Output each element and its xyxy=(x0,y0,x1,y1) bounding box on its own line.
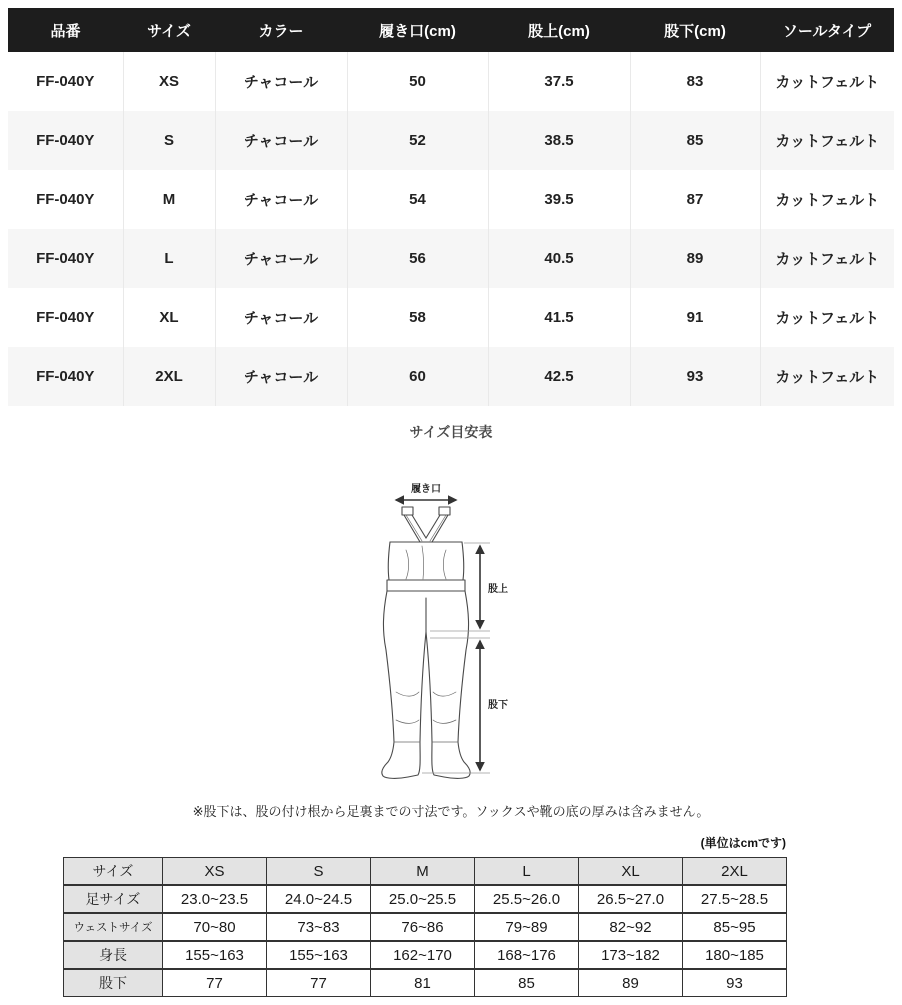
spec-table-row xyxy=(8,347,894,406)
spec-table-cell: 93 xyxy=(630,347,760,406)
size-guide-cell: 168~176 xyxy=(475,941,579,969)
size-guide-cell: 82~92 xyxy=(579,913,683,941)
spec-table-cell: 37.5 xyxy=(488,52,630,111)
spec-table-row xyxy=(8,170,894,229)
size-guide-cell: XS xyxy=(163,858,267,886)
size-guide-cell: 25.0~25.5 xyxy=(371,885,475,913)
spec-table-cell: チャコール xyxy=(215,52,347,111)
size-guide-cell: 27.5~28.5 xyxy=(683,885,787,913)
size-guide-cell: 股下 xyxy=(64,969,163,997)
size-guide-cell: 89 xyxy=(579,969,683,997)
size-guide-caption: サイズ目安表 xyxy=(409,424,493,440)
spec-table-cell: 50 xyxy=(347,52,488,111)
spec-header-cell: 品番 xyxy=(8,8,123,52)
size-guide-cell: 77 xyxy=(267,969,371,997)
size-guide-cell: 23.0~23.5 xyxy=(163,885,267,913)
wader-legs xyxy=(382,591,470,778)
spec-table-cell: チャコール xyxy=(215,229,347,288)
size-guide-cell: 70~80 xyxy=(163,913,267,941)
spec-table-cell: 39.5 xyxy=(488,170,630,229)
spec-header-row xyxy=(8,8,894,52)
spec-table-cell: 52 xyxy=(347,111,488,170)
wader-diagram xyxy=(8,480,894,795)
spec-table-cell: XS xyxy=(123,52,215,111)
unit-note: (単位はcmです) xyxy=(700,836,786,850)
spec-table-row xyxy=(8,288,894,347)
spec-table-cell: 38.5 xyxy=(488,111,630,170)
spec-table-row xyxy=(8,52,894,111)
size-guide-cell: 25.5~26.0 xyxy=(475,885,579,913)
wader-body xyxy=(387,542,465,591)
spec-table-cell: XL xyxy=(123,288,215,347)
spec-table-cell: 91 xyxy=(630,288,760,347)
spec-table-cell: FF-040Y xyxy=(8,347,123,406)
spec-table-row xyxy=(8,111,894,170)
spec-table-cell: 54 xyxy=(347,170,488,229)
inseam-note: ※股下は、股の付け根から足裏までの寸法です。ソックスや靴の底の厚みは含みません。 xyxy=(192,804,710,819)
size-guide-cell: 173~182 xyxy=(579,941,683,969)
size-guide-cell: 77 xyxy=(163,969,267,997)
spec-table-cell: FF-040Y xyxy=(8,170,123,229)
size-guide-table xyxy=(63,857,787,997)
suspenders xyxy=(402,507,450,542)
size-guide-cell: 155~163 xyxy=(163,941,267,969)
size-guide-cell: 81 xyxy=(371,969,475,997)
spec-table-cell: M xyxy=(123,170,215,229)
spec-header-cell: 股下(cm) xyxy=(630,8,760,52)
size-guide-cell: 162~170 xyxy=(371,941,475,969)
spec-table-cell: カットフェルト xyxy=(760,288,894,347)
size-guide-cell: 79~89 xyxy=(475,913,579,941)
spec-table-cell: 60 xyxy=(347,347,488,406)
spec-table-cell: 58 xyxy=(347,288,488,347)
spec-table-cell: 85 xyxy=(630,111,760,170)
spec-table-cell: 89 xyxy=(630,229,760,288)
spec-table xyxy=(8,8,894,406)
size-guide-cell: 2XL xyxy=(683,858,787,886)
spec-table-cell: カットフェルト xyxy=(760,52,894,111)
spec-table-cell: チャコール xyxy=(215,288,347,347)
size-guide-cell: M xyxy=(371,858,475,886)
spec-header-cell: 股上(cm) xyxy=(488,8,630,52)
spec-table-cell: S xyxy=(123,111,215,170)
spec-table-cell: 41.5 xyxy=(488,288,630,347)
spec-header-cell: ソールタイプ xyxy=(760,8,894,52)
size-guide-cell: 24.0~24.5 xyxy=(267,885,371,913)
spec-table-cell: カットフェルト xyxy=(760,111,894,170)
spec-header-cell: サイズ xyxy=(123,8,215,52)
size-guide-row xyxy=(64,941,787,969)
size-guide-cell: サイズ xyxy=(64,858,163,886)
inseam-label: 股下 xyxy=(488,700,508,711)
size-guide-cell: 73~83 xyxy=(267,913,371,941)
size-guide-row xyxy=(64,969,787,997)
spec-table-cell: 83 xyxy=(630,52,760,111)
spec-table-cell: 40.5 xyxy=(488,229,630,288)
spec-table-cell: カットフェルト xyxy=(760,229,894,288)
size-guide-row xyxy=(64,913,787,941)
size-guide-row xyxy=(64,885,787,913)
spec-header-cell: カラー xyxy=(215,8,347,52)
size-guide-body xyxy=(64,858,787,997)
opening-label: 履き口 xyxy=(411,484,441,495)
spec-table-cell: 42.5 xyxy=(488,347,630,406)
spec-table-cell: 87 xyxy=(630,170,760,229)
spec-table-cell: FF-040Y xyxy=(8,288,123,347)
size-guide-cell: 足サイズ xyxy=(64,885,163,913)
size-guide-cell: 76~86 xyxy=(371,913,475,941)
spec-table-cell: FF-040Y xyxy=(8,52,123,111)
spec-table-cell: チャコール xyxy=(215,347,347,406)
spec-table-cell: 56 xyxy=(347,229,488,288)
size-guide-cell: 85~95 xyxy=(683,913,787,941)
size-guide-cell: 26.5~27.0 xyxy=(579,885,683,913)
spec-table-cell: チャコール xyxy=(215,111,347,170)
size-guide-area xyxy=(63,834,786,997)
size-guide-cell: 180~185 xyxy=(683,941,787,969)
spec-table-cell: FF-040Y xyxy=(8,229,123,288)
spec-table-body xyxy=(8,52,894,406)
size-guide-cell: S xyxy=(267,858,371,886)
spec-table-cell: カットフェルト xyxy=(760,347,894,406)
spec-table-cell: カットフェルト xyxy=(760,170,894,229)
size-guide-row xyxy=(64,858,787,886)
size-guide-cell: 85 xyxy=(475,969,579,997)
spec-table-cell: FF-040Y xyxy=(8,111,123,170)
size-guide-cell: XL xyxy=(579,858,683,886)
rise-label: 股上 xyxy=(488,584,508,595)
spec-header-cell: 履き口(cm) xyxy=(347,8,488,52)
size-guide-cell: 身長 xyxy=(64,941,163,969)
spec-table-cell: チャコール xyxy=(215,170,347,229)
size-guide-cell: 93 xyxy=(683,969,787,997)
size-guide-cell: ウェストサイズ xyxy=(64,913,163,941)
spec-table-cell: 2XL xyxy=(123,347,215,406)
size-guide-cell: L xyxy=(475,858,579,886)
spec-table-row xyxy=(8,229,894,288)
spec-table-cell: L xyxy=(123,229,215,288)
wader-diagram-image xyxy=(376,480,526,795)
size-guide-cell: 155~163 xyxy=(267,941,371,969)
